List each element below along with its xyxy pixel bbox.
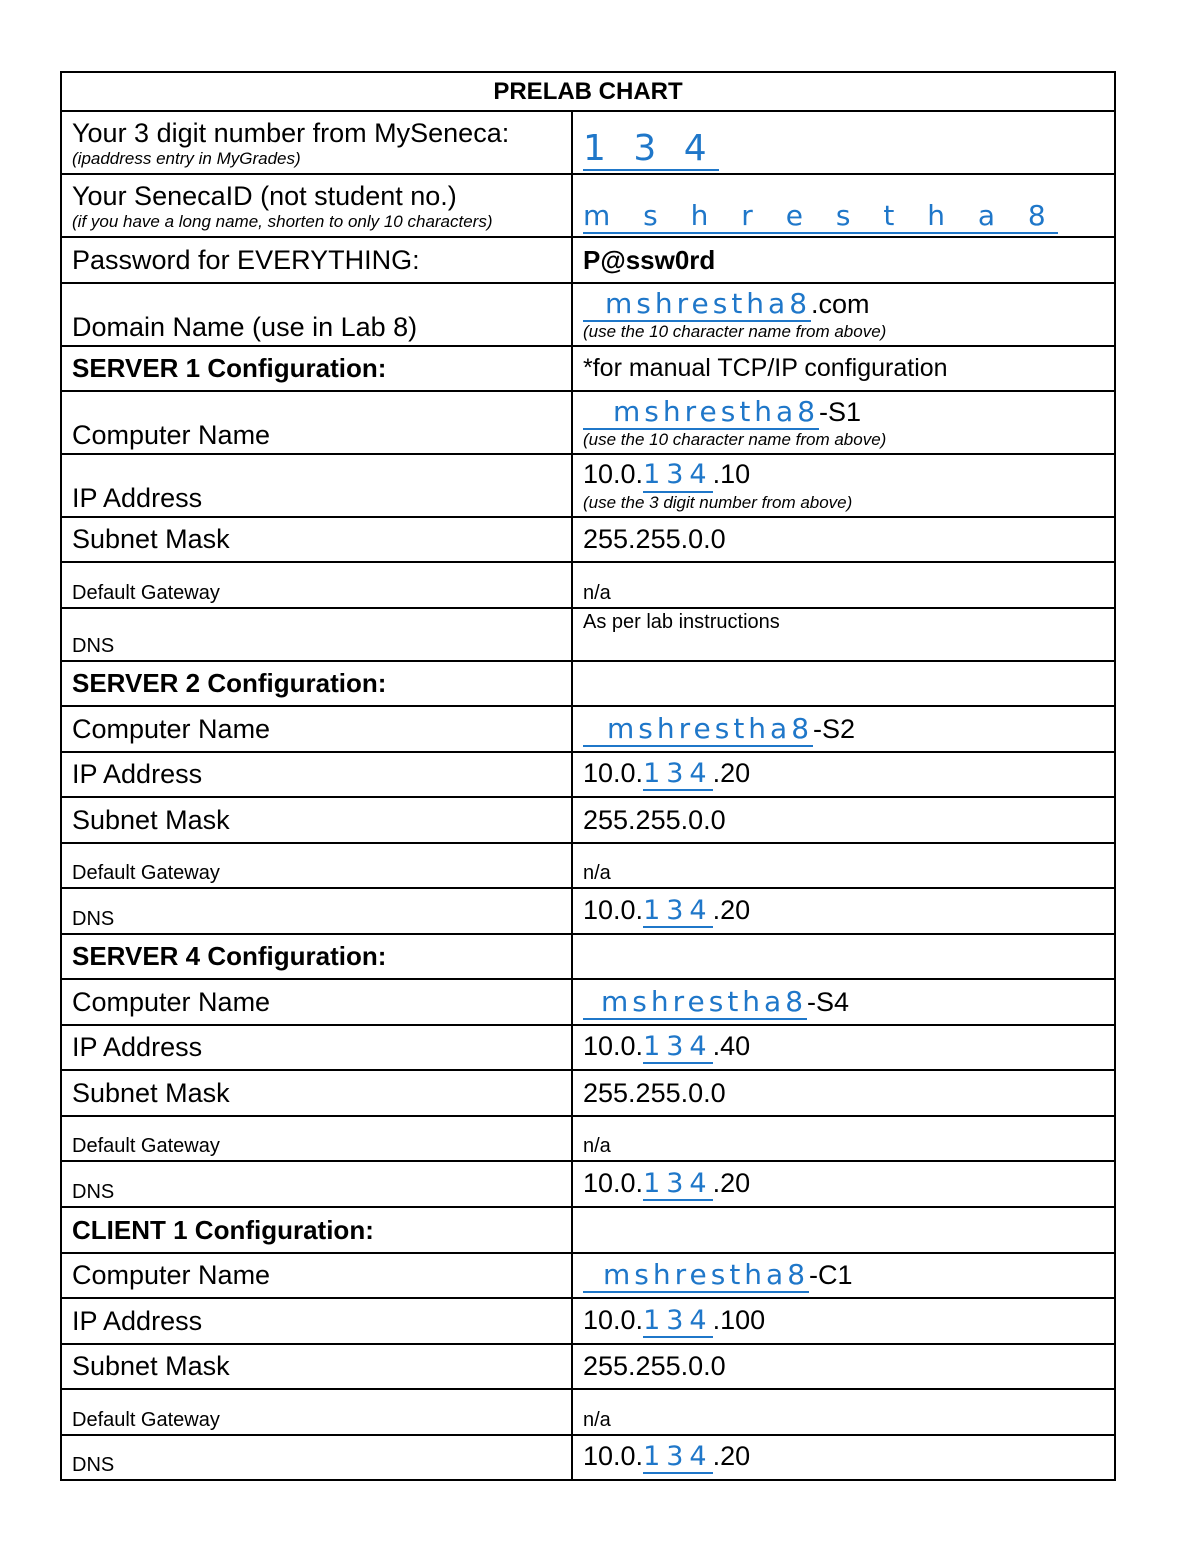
server2-computer-name-label: Computer Name (61, 706, 572, 752)
client1-ip-suffix: .100 (712, 1304, 766, 1335)
client1-ip-prefix: 10.0. (583, 1304, 644, 1335)
server4-ip-cell (572, 1025, 1115, 1070)
server4-computer-name-label: Computer Name (61, 979, 572, 1025)
server2-dns-suffix: .20 (712, 894, 751, 925)
server2-ip-cell (572, 752, 1115, 797)
chart-title: PRELAB CHART (61, 72, 1115, 111)
server2-ip-row (61, 752, 1115, 797)
senecaid-note: (if you have a long name, shorten to only 10 characters) (72, 211, 493, 231)
digit-label-cell (61, 111, 572, 174)
server2-ip-digits: 134 (643, 758, 713, 789)
client1-computer-name-row (61, 1253, 1115, 1298)
digit-value: 1 3 4 (583, 128, 719, 171)
senecaid-value-cell (572, 174, 1115, 237)
server1-computer-name-suffix: -S1 (819, 396, 862, 427)
server1-header-row (61, 346, 1115, 391)
client1-subnet-value: 255.255.0.0 (572, 1344, 1115, 1389)
server1-ip-label: IP Address (61, 454, 572, 517)
server4-ip-prefix: 10.0. (583, 1031, 644, 1061)
server4-computer-name-row (61, 979, 1115, 1025)
client1-computer-name-cell (572, 1253, 1115, 1298)
server2-header-row (61, 661, 1115, 706)
server4-ip-label: IP Address (61, 1025, 572, 1070)
client1-dns-cell (572, 1435, 1115, 1480)
server1-ip-suffix: .10 (712, 459, 751, 489)
server4-header-row (61, 934, 1115, 979)
server1-computer-name-label: Computer Name (61, 391, 572, 454)
server4-ip-digits: 134 (643, 1031, 713, 1062)
server4-dns-prefix: 10.0. (583, 1167, 644, 1198)
server4-dns-digits: 134 (643, 1167, 713, 1199)
client1-subnet-row (61, 1344, 1115, 1389)
server4-ip-suffix: .40 (712, 1031, 751, 1061)
client1-header-empty (572, 1207, 1115, 1253)
client1-computer-name-suffix: -C1 (809, 1260, 853, 1290)
password-value: P@ssw0rd (572, 237, 1115, 283)
digit-label: Your 3 digit number from MySeneca: (72, 117, 510, 148)
server1-computer-name-row (61, 391, 1115, 454)
client1-ip-row (61, 1298, 1115, 1344)
server1-ip-cell (572, 454, 1115, 517)
domain-value-cell (572, 283, 1115, 346)
server2-ip-suffix: .20 (712, 758, 751, 788)
server1-header: SERVER 1 Configuration: (61, 346, 572, 391)
client1-dns-prefix: 10.0. (583, 1441, 644, 1471)
client1-computer-name-value: mshrestha8 (583, 1258, 809, 1293)
client1-gateway-row (61, 1389, 1115, 1435)
client1-dns-row (61, 1435, 1115, 1480)
server2-header-empty (572, 661, 1115, 706)
server1-gateway-label: Default Gateway (61, 562, 572, 608)
server1-subnet-value: 255.255.0.0 (572, 517, 1115, 562)
server1-dns-label: DNS (61, 608, 572, 661)
server4-subnet-label: Subnet Mask (61, 1070, 572, 1116)
server2-dns-label: DNS (61, 888, 572, 934)
client1-ip-label: IP Address (61, 1298, 572, 1344)
client1-dns-digits: 134 (643, 1441, 713, 1472)
server4-computer-name-suffix: -S4 (807, 986, 850, 1017)
server1-gateway-row (61, 562, 1115, 608)
server1-dns-value: As per lab instructions (572, 608, 1115, 661)
senecaid-row (61, 174, 1115, 237)
client1-dns-label: DNS (61, 1435, 572, 1480)
digit-note: (ipaddress entry in MyGrades) (72, 148, 301, 168)
server4-dns-suffix: .20 (712, 1167, 751, 1198)
server4-gateway-value: n/a (572, 1116, 1115, 1161)
server4-dns-cell (572, 1161, 1115, 1207)
server2-computer-name-value: mshrestha8 (583, 712, 813, 747)
server1-ip-prefix: 10.0. (583, 459, 644, 489)
domain-label: Domain Name (use in Lab 8) (61, 283, 572, 346)
server2-dns-row (61, 888, 1115, 934)
server4-computer-name-value: mshrestha8 (583, 985, 807, 1020)
server4-gateway-row (61, 1116, 1115, 1161)
server2-ip-prefix: 10.0. (583, 758, 644, 788)
server4-subnet-row (61, 1070, 1115, 1116)
server2-ip-label: IP Address (61, 752, 572, 797)
client1-gateway-value: n/a (572, 1389, 1115, 1435)
client1-header: CLIENT 1 Configuration: (61, 1207, 572, 1253)
client1-computer-name-label: Computer Name (61, 1253, 572, 1298)
server1-dns-row (61, 608, 1115, 661)
prelab-chart-table (60, 71, 1116, 1481)
server2-computer-name-suffix: -S2 (813, 713, 856, 744)
server2-gateway-label: Default Gateway (61, 843, 572, 888)
server4-header-empty (572, 934, 1115, 979)
server1-subnet-row (61, 517, 1115, 562)
title-row (61, 72, 1115, 111)
server1-ip-row (61, 454, 1115, 517)
server2-header: SERVER 2 Configuration: (61, 661, 572, 706)
client1-header-row (61, 1207, 1115, 1253)
client1-dns-suffix: .20 (712, 1441, 751, 1471)
senecaid-value: m s h r e s t h a 8 (583, 199, 1058, 232)
server2-dns-prefix: 10.0. (583, 894, 644, 925)
senecaid-label-cell (61, 174, 572, 237)
server1-computer-name-value: mshrestha8 (583, 396, 819, 430)
client1-gateway-label: Default Gateway (61, 1389, 572, 1435)
server1-gateway-value: n/a (572, 562, 1115, 608)
client1-subnet-label: Subnet Mask (61, 1344, 572, 1389)
digit-value-cell (572, 111, 1115, 174)
server2-dns-cell (572, 888, 1115, 934)
server1-header-note: *for manual TCP/IP configuration (572, 346, 1115, 391)
server2-computer-name-cell (572, 706, 1115, 752)
client1-ip-cell (572, 1298, 1115, 1344)
server4-header: SERVER 4 Configuration: (61, 934, 572, 979)
server4-subnet-value: 255.255.0.0 (572, 1070, 1115, 1116)
password-label: Password for EVERYTHING: (61, 237, 572, 283)
password-row (61, 237, 1115, 283)
domain-value: mshrestha8 (583, 288, 811, 322)
domain-note: (use the 10 character name from above) (583, 321, 887, 341)
server1-computer-name-cell (572, 391, 1115, 454)
domain-row (61, 283, 1115, 346)
server2-subnet-label: Subnet Mask (61, 797, 572, 843)
server2-gateway-row (61, 843, 1115, 888)
server4-computer-name-cell (572, 979, 1115, 1025)
server1-computer-name-note: (use the 10 character name from above) (583, 429, 887, 449)
server4-gateway-label: Default Gateway (61, 1116, 572, 1161)
server4-dns-row (61, 1161, 1115, 1207)
server1-subnet-label: Subnet Mask (61, 517, 572, 562)
domain-suffix: .com (811, 288, 870, 319)
client1-ip-digits: 134 (643, 1304, 713, 1336)
server2-subnet-row (61, 797, 1115, 843)
server2-computer-name-row (61, 706, 1115, 752)
digit-row (61, 111, 1115, 174)
server1-ip-note: (use the 3 digit number from above) (583, 493, 853, 512)
server4-dns-label: DNS (61, 1161, 572, 1207)
server2-gateway-value: n/a (572, 843, 1115, 888)
server1-ip-digits: 134 (643, 459, 713, 493)
senecaid-label: Your SenecaID (not student no.) (72, 180, 457, 211)
server4-ip-row (61, 1025, 1115, 1070)
server2-dns-digits: 134 (643, 894, 713, 926)
server2-subnet-value: 255.255.0.0 (572, 797, 1115, 843)
